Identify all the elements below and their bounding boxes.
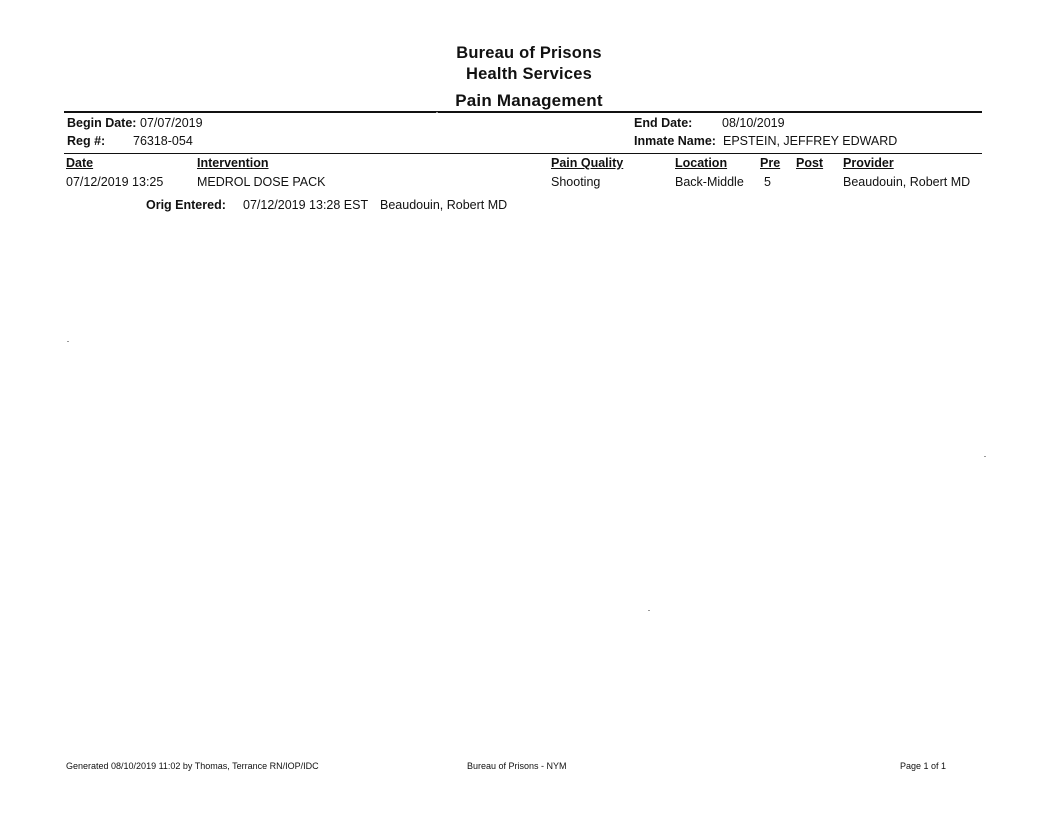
inmate-name-value: EPSTEIN, JEFFREY EDWARD xyxy=(723,134,898,148)
footer-generated: Generated 08/10/2019 11:02 by Thomas, Terrance RN/IOP/IDC xyxy=(66,761,319,771)
column-header-post: Post xyxy=(796,156,824,170)
orig-entered-label: Orig Entered: xyxy=(146,198,226,212)
orig-entered-by: Beaudouin, Robert MD xyxy=(380,198,508,212)
report-title-line-2: Health Services xyxy=(466,65,592,83)
column-header-provider: Provider xyxy=(843,156,894,170)
reg-number-label: Reg #: xyxy=(67,134,106,148)
begin-date-label: Begin Date: xyxy=(67,116,137,130)
row-pain-quality: Shooting xyxy=(551,175,601,189)
end-date-value: 08/10/2019 xyxy=(722,116,785,130)
row-location: Back-Middle xyxy=(675,175,744,189)
scan-speck xyxy=(984,456,986,457)
inmate-name-label: Inmate Name: xyxy=(634,134,716,148)
end-date-label: End Date: xyxy=(634,116,693,130)
row-date: 07/12/2019 13:25 xyxy=(66,175,164,189)
header-divider xyxy=(64,153,982,154)
reg-number-value: 76318-054 xyxy=(133,134,193,148)
footer-facility: Bureau of Prisons - NYM xyxy=(467,761,567,771)
scan-speck xyxy=(648,610,650,611)
footer-page-number: Page 1 of 1 xyxy=(900,761,947,771)
row-intervention: MEDROL DOSE PACK xyxy=(197,175,326,189)
column-header-date: Date xyxy=(66,156,94,170)
row-pre: 5 xyxy=(764,175,771,189)
report-title-line-1: Bureau of Prisons xyxy=(456,44,602,62)
row-provider: Beaudouin, Robert MD xyxy=(843,175,971,189)
column-header-intervention: Intervention xyxy=(197,156,269,170)
begin-date-value: 07/07/2019 xyxy=(140,116,203,130)
column-header-pain-quality: Pain Quality xyxy=(551,156,624,170)
column-header-location: Location xyxy=(675,156,728,170)
orig-entered-value: 07/12/2019 13:28 EST xyxy=(243,198,369,212)
report-title-line-3: Pain Management xyxy=(455,91,603,110)
column-header-pre: Pre xyxy=(760,156,781,170)
scan-speck xyxy=(67,341,69,342)
scan-speck xyxy=(436,112,438,113)
title-divider xyxy=(64,111,982,113)
